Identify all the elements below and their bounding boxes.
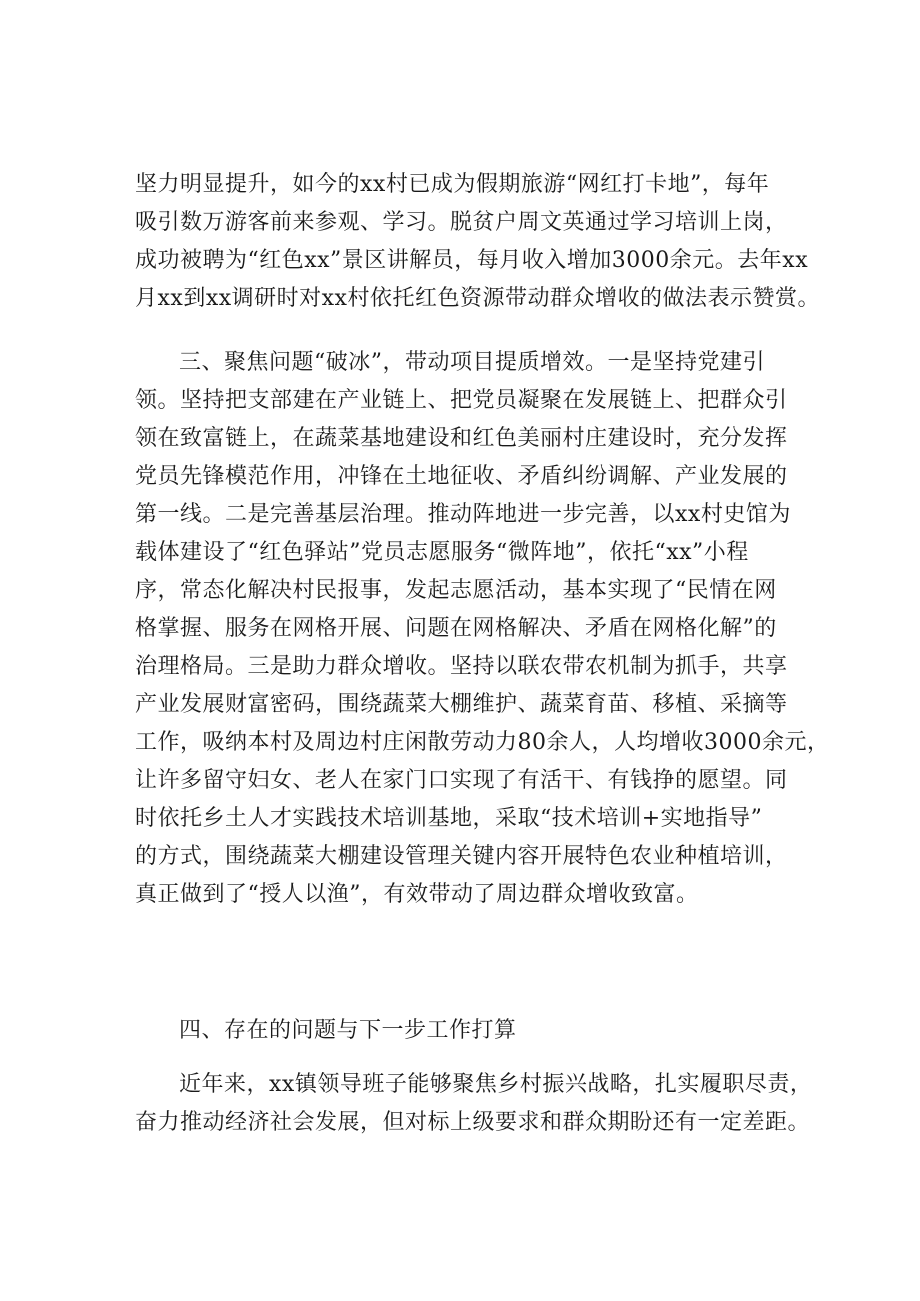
paragraph-continuation: [135, 166, 825, 318]
text-line: 治理格局。三是助力群众增收。坚持以联农带农机制为抓手，共享: [135, 654, 788, 679]
text-line: 序，常态化解决村民报事，发起志愿活动，基本实现了“民情在网: [135, 578, 777, 603]
text-line: 产业发展财富密码，围绕蔬菜大棚维护、蔬菜育苗、移植、采摘等: [135, 692, 788, 717]
text-line: 的方式，围绕蔬菜大棚建设管理关键内容开展特色农业种植培训，: [135, 844, 788, 869]
text-line: 格掌握、服务在网格开展、问题在网格解决、矛盾在网格化解”的: [135, 616, 777, 641]
text-line: 党员先锋模范作用，冲锋在土地征收、矛盾纠纷调解、产业发展的: [135, 464, 788, 489]
text-line: 近年来，xx镇领导班子能够聚焦乡村振兴战略，扎实履职尽责，: [179, 1072, 813, 1097]
text-line: 奋力推动经济社会发展，但对标上级要求和群众期盼还有一定差距。: [135, 1110, 811, 1135]
section-four-heading: [135, 1012, 825, 1050]
section-four-paragraph: [135, 1066, 825, 1142]
text-line: 真正做到了“授人以渔”，有效带动了周边群众增收致富。: [135, 882, 699, 907]
text-line: 第一线。二是完善基层治理。推动阵地进一步完善，以xx村史馆为: [135, 502, 791, 527]
text-line: 月xx到xx调研时对xx村依托红色资源带动群众增收的做法表示赞赏。: [135, 286, 820, 311]
text-line: 时依托乡土人才实践技术培训基地，采取“技术培训+实地指导”: [135, 806, 763, 831]
section-three-paragraph: [135, 344, 830, 914]
text-line: 工作，吸纳本村及周边村庄闲散劳动力80余人，人均增收3000余元，: [135, 730, 830, 755]
text-line: 三、聚焦问题“破冰”，带动项目提质增效。一是坚持党建引: [179, 350, 765, 375]
text-line: 领在致富链上，在蔬菜基地建设和红色美丽村庄建设时，充分发挥: [135, 426, 788, 451]
text-line: 载体建设了“红色驿站”党员志愿服务“微阵地”，依托“xx”小程: [135, 540, 749, 565]
text-line: 领。坚持把支部建在产业链上、把党员凝聚在发展链上、把群众引: [135, 388, 788, 413]
text-line: 坚力明显提升，如今的xx村已成为假期旅游“网红打卡地”，每年: [135, 172, 770, 197]
text-line: 吸引数万游客前来参观、学习。脱贫户周文英通过学习培训上岗，: [135, 210, 788, 235]
text-line: 成功被聘为“红色xx”景区讲解员，每月收入增加3000余元。去年xx: [135, 248, 809, 273]
text-line: 让许多留守妇女、老人在家门口实现了有活干、有钱挣的愿望。同: [135, 768, 788, 793]
section-heading: 四、存在的问题与下一步工作打算: [179, 1018, 517, 1043]
